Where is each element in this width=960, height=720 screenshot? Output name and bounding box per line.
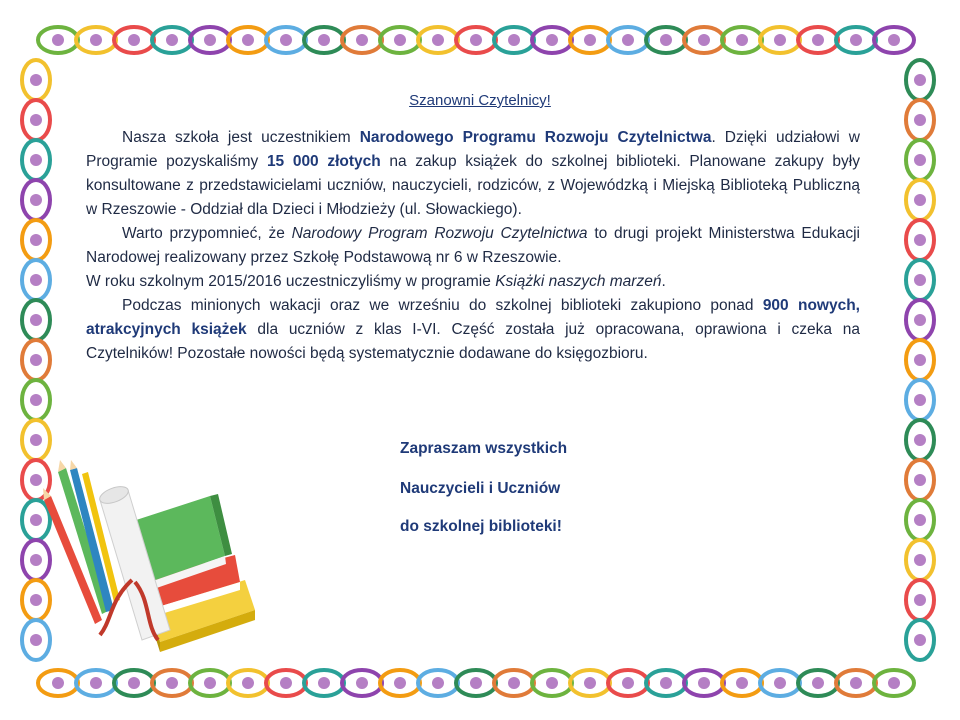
border-dot: [584, 677, 596, 689]
border-dot: [166, 34, 178, 46]
border-dot: [914, 274, 926, 286]
border-dot: [914, 394, 926, 406]
border-dot: [914, 634, 926, 646]
border-dot: [470, 34, 482, 46]
border-dot: [914, 554, 926, 566]
border-dot: [584, 34, 596, 46]
border-dot: [546, 677, 558, 689]
border-dot: [52, 677, 64, 689]
border-dot: [888, 34, 900, 46]
border-dot: [30, 354, 42, 366]
border-dot: [432, 34, 444, 46]
closing-line-1: Zapraszam wszystkich: [400, 440, 568, 457]
border-dot: [90, 677, 102, 689]
border-dot: [508, 34, 520, 46]
border-dot: [30, 314, 42, 326]
border-dot: [850, 677, 862, 689]
border-dot: [204, 677, 216, 689]
paragraph-2: Warto przypomnieć, że Narodowy Program Rozwoju Czytelnictwa to drugi projekt Ministerstwa Edukacji Narodowej realizowany przez Szkołę Podstawową nr 6 w Rzeszowie.: [86, 225, 861, 266]
border-dot: [128, 34, 140, 46]
border-dot: [888, 677, 900, 689]
border-dot: [914, 594, 926, 606]
border-dot: [30, 434, 42, 446]
paragraph-4: Podczas minionych wakacji oraz we wrześniu do szkolnej biblioteki zakupiono ponad 900 nowych, atrakcyjnych książek dla uczniów z klas I-VI. Część została już opracowana, oprawiona i czeka na Czytelników! Pozostałe nowości będą systematycznie dodawane do księgozbioru.: [86, 297, 860, 362]
border-dot: [914, 474, 926, 486]
border-dot: [622, 677, 634, 689]
border-dot: [774, 34, 786, 46]
border-dot: [660, 34, 672, 46]
border-dot: [914, 234, 926, 246]
border-dot: [204, 34, 216, 46]
border-dot: [850, 34, 862, 46]
border-dot: [774, 677, 786, 689]
border-dot: [242, 677, 254, 689]
letter-body: [86, 126, 860, 366]
border-dot: [508, 677, 520, 689]
border-dot: [128, 677, 140, 689]
border-dot: [914, 354, 926, 366]
border-dot: [30, 274, 42, 286]
closing-line-2: Nauczycieli i Uczniów: [400, 480, 561, 497]
letter-greeting: Szanowni Czytelnicy!: [409, 92, 551, 109]
border-dot: [660, 677, 672, 689]
border-dot: [698, 34, 710, 46]
border-dot: [914, 514, 926, 526]
border-dot: [242, 34, 254, 46]
border-dot: [30, 154, 42, 166]
border-dot: [914, 314, 926, 326]
border-dot: [90, 34, 102, 46]
border-dot: [52, 34, 64, 46]
border-dot: [356, 677, 368, 689]
border-dot: [914, 434, 926, 446]
border-dot: [280, 34, 292, 46]
border-dot: [30, 114, 42, 126]
border-dot: [546, 34, 558, 46]
border-dot: [30, 394, 42, 406]
border-dot: [394, 34, 406, 46]
paragraph-1: Nasza szkoła jest uczestnikiem Narodowego Programu Rozwoju Czytelnictwa. Dzięki udziałowi w Programie pozyskaliśmy 15 000 złotych na zakup książek do szkolnej biblioteki. Planowane zakupy były konsultowane z przedstawicielami uczniów, nauczycieli, rodziców, z Wojewódzką i Miejską Biblioteką Publiczną w Rzeszowie - Oddział dla Dzieci i Młodzieży (ul. Słowackiego).: [86, 129, 860, 218]
border-dot: [622, 34, 634, 46]
closing-line-3: do szkolnej biblioteki!: [400, 518, 562, 535]
border-dot: [30, 234, 42, 246]
pencils-icon: [43, 460, 120, 624]
paragraph-3: W roku szkolnym 2015/2016 uczestniczyliśmy w programie Książki naszych marzeń.: [86, 273, 666, 290]
border-dot: [914, 154, 926, 166]
border-dot: [736, 677, 748, 689]
border-dot: [914, 114, 926, 126]
border-dot: [30, 194, 42, 206]
border-dot: [318, 34, 330, 46]
border-dot: [812, 34, 824, 46]
border-dot: [30, 74, 42, 86]
border-dot: [914, 74, 926, 86]
border-dot: [470, 677, 482, 689]
border-dot: [698, 677, 710, 689]
border-dot: [812, 677, 824, 689]
border-dot: [432, 677, 444, 689]
border-dot: [914, 194, 926, 206]
border-dot: [280, 677, 292, 689]
border-dot: [318, 677, 330, 689]
border-dot: [394, 677, 406, 689]
books-and-pencils-illustration: [40, 460, 280, 660]
border-dot: [356, 34, 368, 46]
border-dot: [166, 677, 178, 689]
border-dot: [736, 34, 748, 46]
